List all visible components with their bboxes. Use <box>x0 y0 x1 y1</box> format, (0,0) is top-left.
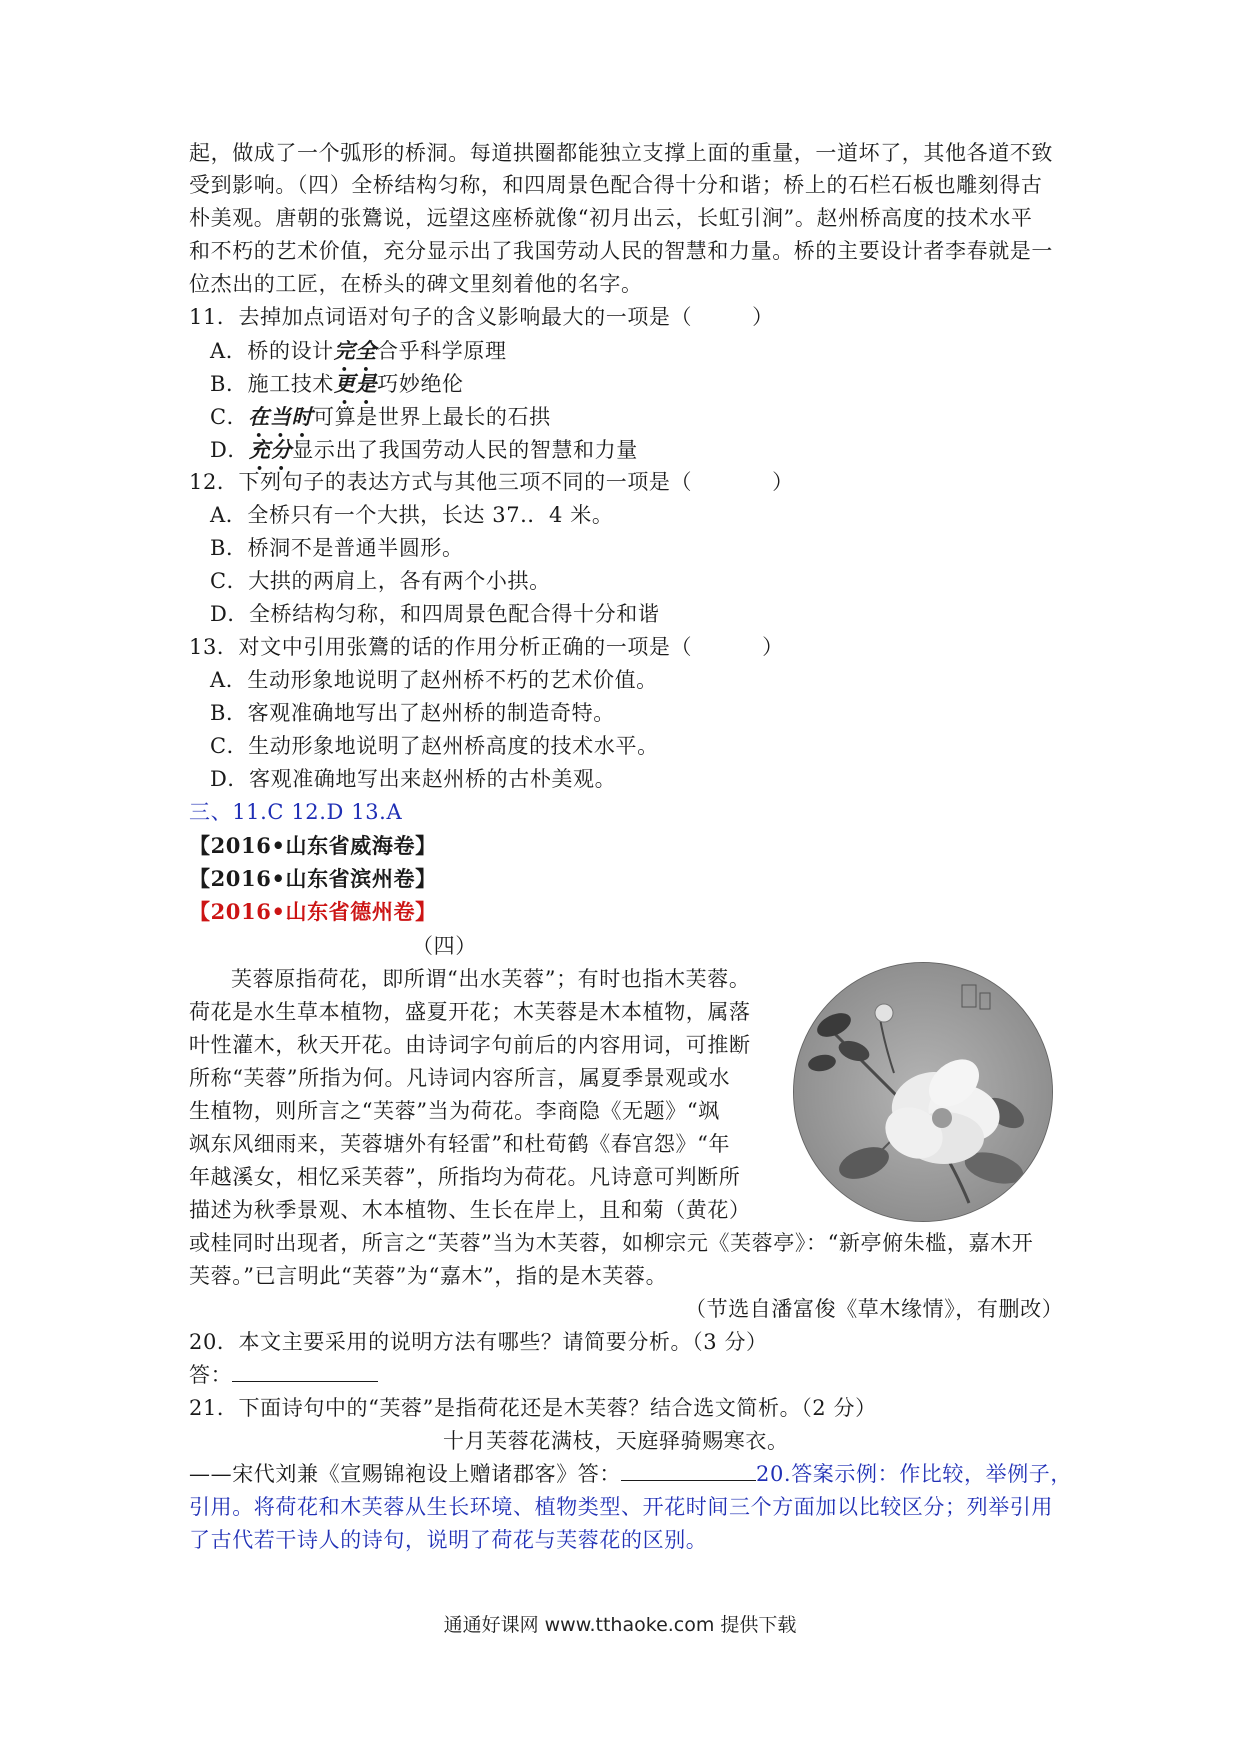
passage-line: 和不朽的艺术价值，充分显示出了我国劳动人民的智慧和力量。桥的主要设计者李春就是一 <box>189 239 1053 263</box>
question-21-poem: 十月芙蓉花满枝，天庭驿骑赐寒衣。 <box>443 1429 789 1453</box>
question-13-option-a: A．生动形象地说明了赵州桥不朽的艺术价值。 <box>210 668 658 692</box>
answer-text: 20.答案示例：作比较，举例子， <box>756 1462 1072 1486</box>
emphasized-word: 更是 <box>334 371 378 396</box>
passage-source: （节选自潘富俊《草木缘情》，有删改） <box>685 1297 1064 1321</box>
passage-four-line: 飒东风细雨来，芙蓉塘外有轻雷”和杜荀鹤《春宫怨》“年 <box>189 1132 731 1156</box>
question-13-option-d: D．客观准确地写出来赵州桥的古朴美观。 <box>210 767 617 791</box>
passage-line: 朴美观。唐朝的张鷟说，远望这座桥就像“初月出云，长虹引涧”。赵州桥高度的技术水平 <box>189 206 1033 230</box>
question-12-option-a: A．全桥只有一个大拱，长达 37.．4 米。 <box>210 503 614 527</box>
heading-binzhou: 【2016•山东省滨州卷】 <box>189 866 437 891</box>
emphasized-word: 充分 <box>249 437 293 462</box>
passage-four-line: 芙蓉原指荷花，即所谓“出水芙蓉”；有时也指木芙蓉。 <box>231 967 751 991</box>
passage-line: 位杰出的工匠，在桥头的碑文里刻着他的名字。 <box>189 272 643 296</box>
question-20-stem: 20．本文主要采用的说明方法有哪些？请简要分析。（3 分） <box>189 1330 768 1354</box>
question-11-option-c: C．在当时可算是世界上最长的石拱 <box>210 404 551 429</box>
passage-four-line: 所称“芙蓉”所指为何。凡诗词内容所言，属夏季景观或水 <box>189 1066 731 1090</box>
question-11-option-b: B．施工技术更是巧妙绝伦 <box>210 371 464 396</box>
passage-line: 起，做成了一个弧形的桥洞。每道拱圈都能独立支撑上面的重量，一道坏了，其他各道不致 <box>189 141 1053 165</box>
passage-line: 受到影响。（四）全桥结构匀称，和四周景色配合得十分和谐；桥上的石栏石板也雕刻得古 <box>189 173 1043 197</box>
question-11-option-d: D．充分显示出了我国劳动人民的智慧和力量 <box>210 437 638 462</box>
question-12-option-c: C．大拱的两肩上，各有两个小拱。 <box>210 569 551 593</box>
answer-blank[interactable] <box>621 1460 756 1481</box>
question-12-option-d: D．全桥结构匀称，和四周景色配合得十分和谐 <box>210 602 660 626</box>
flower-illustration <box>794 963 1052 1221</box>
passage-four-line: 或桂同时出现者，所言之“芙蓉”当为木芙蓉，如柳宗元《芙蓉亭》：“新亭俯朱槛，嘉木开 <box>189 1231 1034 1255</box>
emphasized-word: 完全 <box>333 338 377 363</box>
question-21-source: ——宋代刘兼《宣赐锦袍设上赠诸郡客》答： 20.答案示例：作比较，举例子， <box>189 1462 1072 1486</box>
passage-four-line: 叶性灌木，秋天开花。由诗词字句前后的内容用词，可推断 <box>189 1033 751 1057</box>
heading-dezhou: 【2016•山东省德州卷】 <box>189 899 437 924</box>
section-title: （四） <box>412 934 477 958</box>
question-12-stem: 12．下列句子的表达方式与其他三项不同的一项是（ ） <box>189 470 794 494</box>
passage-four-line: 年越溪女，相忆采芙蓉”，所指均为荷花。凡诗意可判断所 <box>189 1165 741 1189</box>
emphasized-word: 在当时 <box>248 404 314 429</box>
question-11-option-a: A．桥的设计完全合乎科学原理 <box>210 338 507 363</box>
page-footer: 通通好课网 www.tthaoke.com 提供下载 <box>443 1614 797 1636</box>
question-13-option-c: C．生动形象地说明了赵州桥高度的技术水平。 <box>210 734 659 758</box>
heading-weihai: 【2016•山东省威海卷】 <box>189 833 437 858</box>
passage-four-line: 荷花是水生草本植物，盛夏开花；木芙蓉是木本植物，属落 <box>189 1000 751 1024</box>
question-21-stem: 21．下面诗句中的“芙蓉”是指荷花还是木芙蓉？结合选文简析。（2 分） <box>189 1396 877 1420</box>
answer-text-line: 了古代若干诗人的诗句，说明了荷花与芙蓉花的区别。 <box>189 1528 708 1552</box>
passage-four-line: 描述为秋季景观、木本植物、生长在岸上，且和菊（黄花） <box>189 1198 751 1222</box>
question-12-option-b: B．桥洞不是普通半圆形。 <box>210 536 464 560</box>
answer-blank[interactable] <box>232 1361 378 1382</box>
question-20-answer: 答： <box>189 1359 378 1392</box>
answer-key: 三、11.C 12.D 13.A <box>189 800 403 824</box>
answer-text-line: 引用。将荷花和木芙蓉从生长环境、植物类型、开花时间三个方面加以比较区分；列举引用 <box>189 1495 1053 1519</box>
passage-four-line: 生植物，则所言之“芙蓉”当为荷花。李商隐《无题》“飒 <box>189 1099 720 1123</box>
hibiscus-painting-image <box>793 962 1053 1222</box>
question-13-option-b: B．客观准确地写出了赵州桥的制造奇特。 <box>210 701 615 725</box>
question-13-stem: 13．对文中引用张鷟的话的作用分析正确的一项是（ ） <box>189 635 784 659</box>
question-11-stem: 11．去掉加点词语对句子的含义影响最大的一项是（ ） <box>189 305 774 329</box>
passage-four-line: 芙蓉。”已言明此“芙蓉”为“嘉木”，指的是木芙蓉。 <box>189 1264 668 1288</box>
